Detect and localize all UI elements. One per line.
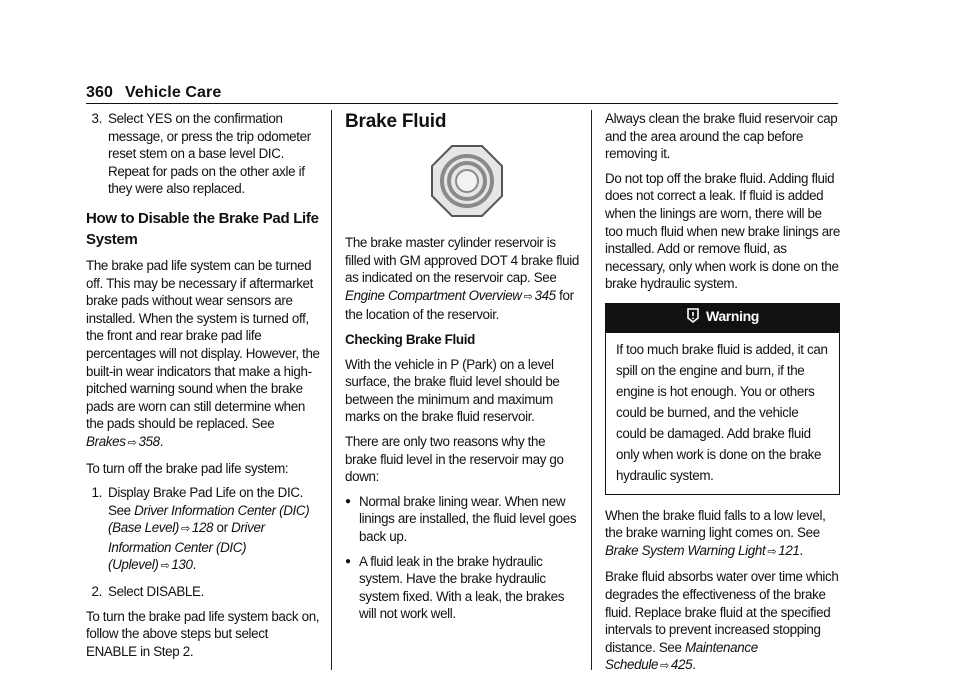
paragraph-turn-on: To turn the brake pad life system back on, follow the above steps but select ENABLE in Step 2.	[86, 608, 320, 659]
warning-box	[605, 303, 840, 495]
xref-page[interactable]: 121	[778, 542, 800, 558]
paragraph-reasons: There are only two reasons why the brake fluid level in the reservoir may go down:	[345, 433, 564, 485]
paragraph-text: The brake pad life system can be turned off. This may be necessary if aftermarket brake pads without wear sensors are installed. When the system is turned off, the front and rear brake pad life percentages will not display. However, the built-in wear indicators that make a high-pitched warning sound when the brake pads are worn can still determine when the pads should be replaced. See	[86, 257, 320, 432]
checking-heading: Checking Brake Fluid	[345, 331, 475, 347]
list-item	[345, 493, 579, 546]
paragraph-top-off: Do not top off the brake fluid. Adding fluid does not correct a leak. If fluid is added when the linings are worn, there will be too much fluid when new brake linings are installed. Add or remove fluid, as necessary, only when work is done on the brake hydraulic system.	[605, 170, 841, 292]
warning-header	[606, 304, 839, 333]
subheading-disable: How to Disable the Brake Pad Life System	[86, 209, 319, 248]
xref-page[interactable]: 358	[138, 433, 160, 449]
page-ref-icon: ⇨	[160, 560, 170, 573]
paragraph-turn-off: To turn off the brake pad life system:	[86, 460, 289, 476]
xref-brakes[interactable]: Brakes	[86, 433, 126, 449]
paragraph-text: The brake master cylinder reservoir is filled with GM approved DOT 4 brake fluid as indicated on the reservoir cap. See	[345, 235, 579, 286]
paragraph-low-level: When the brake fluid falls to a low level, the brake warning light comes on. See Brake System Warning Light ⇨ 121.	[605, 507, 826, 558]
step-3	[86, 110, 321, 198]
paragraph-text-end: for the location of the reservoir.	[345, 287, 574, 323]
column-right	[605, 110, 840, 683]
column-left	[86, 110, 321, 667]
header-rule	[86, 103, 838, 104]
page-ref-icon: ⇨	[180, 523, 190, 536]
step-1	[86, 484, 321, 576]
paragraph-reservoir	[345, 234, 579, 324]
section-heading-brake-fluid: Brake Fluid	[345, 111, 447, 132]
paragraph-clean-cap: Always clean the brake fluid reservoir cap and the area around the cap before removing it.	[605, 111, 838, 162]
step-text-main: Display Brake Pad Life on the DIC. See	[108, 485, 304, 518]
xref-page[interactable]: 425	[670, 657, 693, 673]
or-text: or	[216, 520, 228, 536]
page-number: 360	[86, 84, 113, 101]
paragraph-text: Brake fluid absorbs water over time which degrades the effectiveness of the brake fluid. Replace brake fluid at the specified intervals to prevent increased stopping distance. See	[605, 569, 839, 655]
xref-brake-warning-light[interactable]: Brake System Warning Light	[605, 542, 766, 558]
step-text: Select DISABLE.	[108, 584, 204, 600]
warning-title: Warning	[705, 307, 760, 324]
xref-engine-compartment[interactable]: Engine Compartment Overview	[345, 287, 522, 303]
xref-dic-uplevel[interactable]: Driver Information Center (DIC) (Uplevel)	[108, 520, 265, 573]
page-ref-icon: ⇨	[767, 545, 777, 558]
page-ref-icon: ⇨	[660, 660, 669, 673]
paragraph-checking: With the vehicle in P (Park) on a level surface, the brake fluid level should be between the minimum and maximum marks on the brake fluid reservoir.	[345, 356, 560, 425]
xref-page[interactable]: 345	[534, 287, 556, 303]
column-divider	[331, 110, 332, 670]
column-divider	[591, 110, 592, 670]
xref-maintenance-schedule[interactable]: Maintenance Schedule	[605, 639, 758, 673]
step-text: Display Brake Pad Life on the DIC. See Driver Information Center (DIC) (Base Level) ⇨ 128 or Driver Information Center (DIC) (Uplevel) ⇨ 130.	[108, 485, 310, 573]
page-ref-icon: ⇨	[127, 436, 137, 449]
warning-icon	[686, 308, 700, 328]
step-number: 2.	[91, 584, 102, 600]
paragraph-absorbs-water: Brake fluid absorbs water over time which degrades the effectiveness of the brake fluid. Replace brake fluid at the specified intervals to prevent increased stopping distance. See Maintenance Schedule ⇨ 425.	[605, 569, 839, 673]
page-ref-icon: ⇨	[523, 290, 533, 303]
bullet-text: Normal brake lining wear. When new linings are installed, the fluid level goes back up.	[359, 493, 577, 544]
bullet-icon: ●	[345, 495, 351, 507]
brake-fluid-cap-icon	[345, 144, 579, 218]
column-middle	[345, 110, 579, 630]
xref-page[interactable]: 130	[171, 557, 193, 573]
paragraph-disable-intro: The brake pad life system can be turned off. This may be necessary if aftermarket brake pads without wear sensors are installed. When the system is turned off, the front and rear brake pad life percentages will not display. However, the built-in wear indicators that make a high-pitched warning sound when the brake pads are worn can still determine when the pads should be replaced. See Brakes ⇨ 358.	[86, 257, 320, 449]
warning-text: If too much brake fluid is added, it can spill on the engine and burn, if the engine is hot enough. You or others could be burned, and the vehicle could be damaged. Add brake fluid only when work is done on the brake hydraulic system.	[616, 341, 828, 483]
page-header	[86, 84, 221, 102]
step-2	[86, 583, 321, 601]
bullet-text: A fluid leak in the brake hydraulic system. Have the brake hydraulic system fixed. With a leak, the brakes will not work well.	[359, 553, 565, 622]
step-number: 1.	[91, 485, 102, 501]
paragraph-text: When the brake fluid falls to a low level, the brake warning light comes on. See	[605, 507, 826, 541]
step-text: Select YES on the confirmation message, or press the trip odometer reset stem on a base level DIC. Repeat for pads on the other axle if they were also replaced.	[108, 111, 311, 197]
step-number: 3.	[91, 111, 102, 126]
section-title: Vehicle Care	[125, 84, 222, 101]
list-item	[345, 553, 579, 623]
xref-dic-base[interactable]: Driver Information Center (DIC) (Base Level)	[108, 502, 310, 536]
bullet-icon: ●	[345, 555, 351, 567]
xref-page[interactable]: 128	[191, 520, 214, 536]
